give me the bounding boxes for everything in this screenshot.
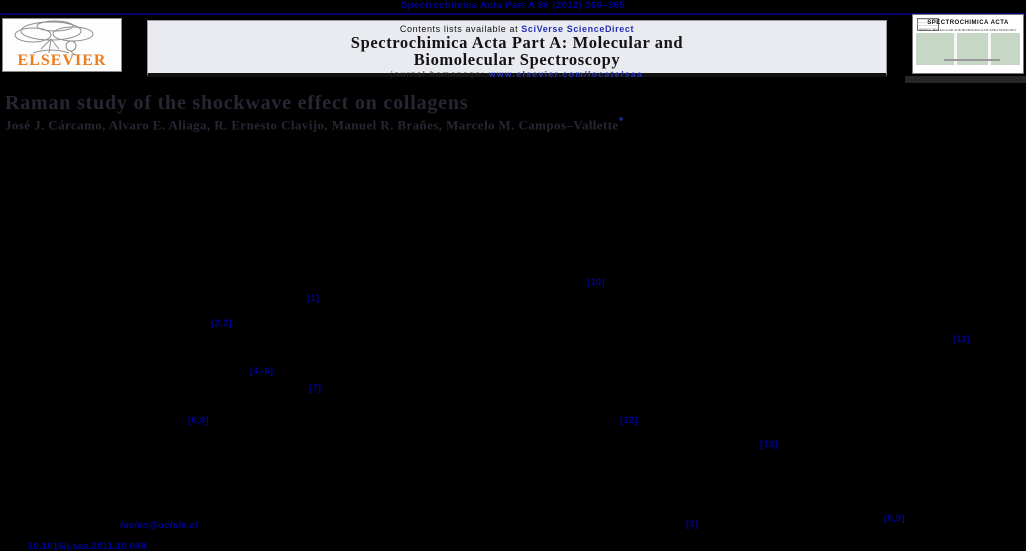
citation-link[interactable]: [2,3] bbox=[211, 318, 233, 328]
citation-link[interactable]: [8,9] bbox=[884, 513, 906, 523]
citation-link[interactable]: [3] bbox=[686, 519, 699, 529]
homepage-prefix: journal homepage: bbox=[390, 69, 489, 79]
journal-title-line2: Biomolecular Spectroscopy bbox=[413, 50, 621, 69]
journal-header-box bbox=[147, 20, 887, 77]
article-authors bbox=[5, 116, 624, 133]
citation-link[interactable]: [7] bbox=[309, 383, 322, 393]
citation-link[interactable]: [4–6] bbox=[250, 366, 274, 376]
author-names: José J. Cárcamo, Alvaro E. Aliaga, R. Ernesto Clavijo, Manuel R. Brañes, Marcelo M. Campos–Vallette bbox=[5, 117, 619, 133]
journal-homepage-link[interactable]: www.elsevier.com/locate/saa bbox=[488, 69, 644, 79]
citation-link[interactable]: [1] bbox=[307, 293, 320, 303]
citation-link[interactable]: [12] bbox=[620, 415, 639, 425]
article-title: Raman study of the shockwave effect on collagens bbox=[5, 92, 469, 114]
header-rule-right bbox=[905, 76, 1026, 83]
masthead-rule bbox=[0, 13, 1026, 15]
cover-spectrum-panel bbox=[916, 33, 1020, 65]
cover-subtitle: PART A: MOLECULAR AND BIOMOLECULAR SPECTROSCOPY bbox=[919, 28, 1017, 32]
citation-link[interactable]: [10] bbox=[587, 277, 606, 287]
journal-title-line1: Spectrochimica Acta Part A: Molecular and bbox=[350, 33, 684, 52]
cover-footer-text-bar bbox=[944, 59, 1000, 61]
journal-cover-thumbnail bbox=[912, 14, 1024, 74]
sciverse-sciencedirect-link[interactable]: SciVerse ScienceDirect bbox=[521, 24, 635, 34]
citation-link[interactable]: [11] bbox=[953, 334, 971, 344]
elsevier-logo bbox=[2, 18, 122, 72]
doi-link[interactable]: 10.1016/j.saa.2011.10.048 bbox=[28, 541, 147, 551]
citation-link[interactable]: [13] bbox=[760, 439, 779, 449]
homepage-line bbox=[148, 69, 886, 79]
journal-title bbox=[148, 34, 886, 68]
journal-reference-line: Spectrochimica Acta Part A 86 (2012) 360–365 bbox=[400, 0, 626, 11]
corresponding-author-mark[interactable]: * bbox=[618, 116, 624, 127]
cover-title: SPECTROCHIMICA ACTA bbox=[927, 20, 1009, 26]
elsevier-wordmark: ELSEVIER bbox=[17, 52, 107, 69]
corresponding-email-link[interactable]: facien@uchile.cl bbox=[120, 520, 198, 531]
contents-prefix: Contents lists available at bbox=[399, 24, 522, 34]
citation-link[interactable]: [8,9] bbox=[188, 415, 210, 425]
